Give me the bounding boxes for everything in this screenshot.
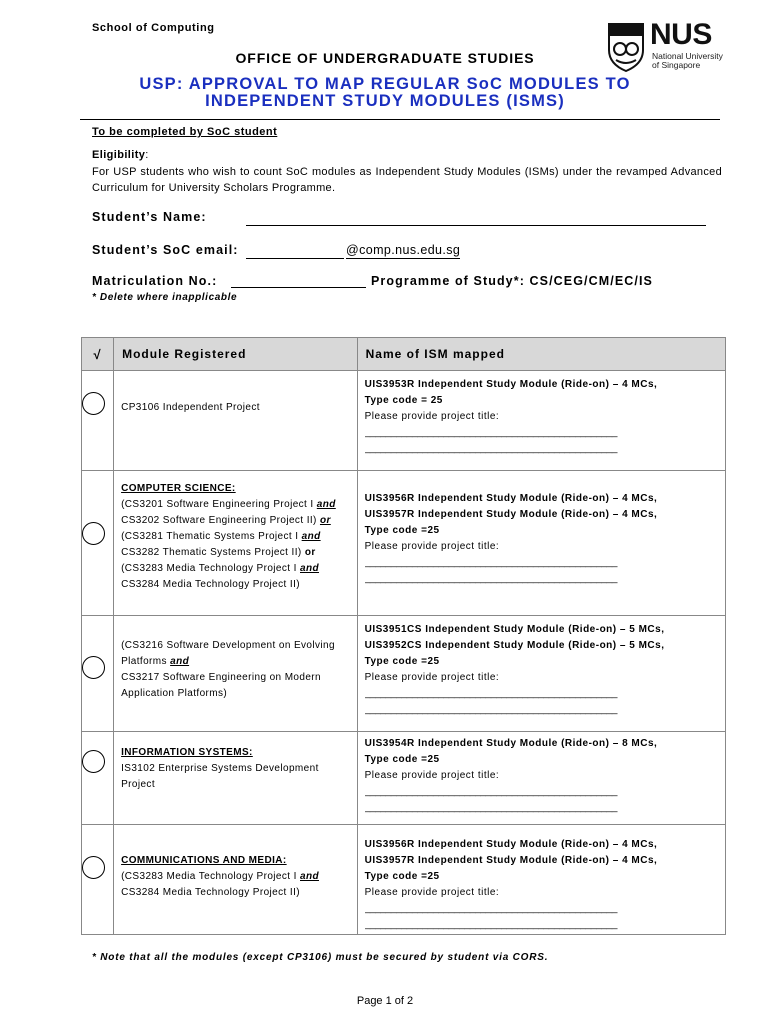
module-line: CP3106 Independent Project [121,402,260,413]
school-label: School of Computing [92,22,215,34]
select-circle[interactable] [82,522,105,545]
soc-email-label: Student’s SoC email: [92,243,239,257]
nus-logo [606,20,736,72]
eligibility-text: For USP students who wish to count SoC modules as Independent Study Modules (ISMs) under the revamped Advanced Curriculum for University Scholars Programme. [92,166,722,194]
nus-logo-sub1: National University [652,51,723,61]
table-row [82,471,726,616]
eligibility-heading: Eligibility: [92,149,149,161]
student-name-label: Student’s Name: [92,210,207,224]
page-number: Page 1 of 2 [356,995,414,1007]
join-word: and [316,499,336,510]
module-text: (CS3283 Media Technology Project I [121,871,297,882]
select-circle[interactable] [82,856,105,879]
programme-label: Programme of Study*: CS/CEG/CM/EC/IS [371,274,653,288]
select-circle[interactable] [82,392,105,415]
type-code: Type code =25 [364,656,440,667]
provide-title-label: Please provide project title: [364,672,500,683]
project-title-field[interactable]: ________________________________________________ [364,443,618,454]
office-title: OFFICE OF UNDERGRADUATE STUDIES [235,50,535,66]
join-word: and [170,656,190,667]
ism-line: UIS3954R Independent Study Module (Ride-on) – 8 MCs, [364,738,658,749]
form-title-line2: INDEPENDENT STUDY MODULES (ISMS) [205,92,565,110]
module-cell [114,825,358,935]
check-cell [82,732,114,825]
module-line: IS3102 Enterprise Systems Development [121,763,319,774]
module-text: CS3282 Thematic Systems Project II) [121,547,302,558]
join-word: and [300,871,319,882]
project-title-field[interactable]: ________________________________________________ [364,573,618,584]
col-check-header: √ [82,338,114,371]
nus-logo-sub2: of Singapore [652,60,701,70]
project-title-field[interactable]: ________________________________________________ [364,427,618,438]
project-title-field[interactable]: ________________________________________________ [364,919,618,930]
ism-cell [357,825,725,935]
module-line [121,529,357,545]
ism-cell [357,616,725,732]
ism-cell [357,371,725,471]
is-heading: INFORMATION SYSTEMS: [121,747,253,758]
project-title-field[interactable]: ________________________________________________ [364,704,618,715]
join-word: or [319,515,331,526]
ism-line: UIS3956R Independent Study Module (Ride-on) – 4 MCs, [364,839,658,850]
module-text: CS3202 Software Engineering Project II) [121,515,317,526]
module-line [121,513,357,529]
module-line [121,497,357,513]
ism-line: UIS3951CS Independent Study Module (Ride-on) – 5 MCs, [364,624,665,635]
module-text: (CS3201 Software Engineering Project I [121,499,314,510]
cs-heading: COMPUTER SCIENCE: [121,483,236,494]
nus-logo-subtitle [652,52,723,70]
module-cell [114,471,358,616]
matric-label: Matriculation No.: [92,274,218,288]
module-line: (CS3216 Software Development on Evolving [121,640,335,651]
nus-logo-text: NUS [650,18,712,51]
type-code: Type code =25 [364,525,440,536]
module-line [121,654,357,670]
check-cell [82,471,114,616]
module-cell [114,371,358,471]
student-name-field[interactable] [246,225,706,226]
module-line: Application Platforms) [121,688,228,699]
cm-heading: COMMUNICATIONS AND MEDIA: [121,855,287,866]
module-line: Project [121,779,156,790]
check-cell [82,616,114,732]
type-code: Type code =25 [364,754,440,765]
module-line: CS3284 Media Technology Project II) [121,579,300,590]
module-mapping-table [81,337,726,935]
select-circle[interactable] [82,750,105,773]
project-title-field[interactable]: ________________________________________________ [364,688,618,699]
project-title-field[interactable]: ________________________________________________ [364,903,618,914]
ism-line: UIS3956R Independent Study Module (Ride-on) – 4 MCs, [364,493,658,504]
module-cell [114,616,358,732]
ism-line: UIS3957R Independent Study Module (Ride-on) – 4 MCs, [364,509,658,520]
form-title-line1: USP: APPROVAL TO MAP REGULAR SoC MODULES TO [139,75,631,93]
col-ism-header: Name of ISM mapped [357,338,725,371]
matric-field[interactable] [231,287,366,288]
join-word: or [304,547,316,558]
to-be-completed-label: To be completed by SoC student [92,126,278,138]
ism-line: UIS3953R Independent Study Module (Ride-on) – 4 MCs, [364,379,658,390]
module-line [121,561,357,577]
ism-cell [357,471,725,616]
project-title-field[interactable]: ________________________________________________ [364,786,618,797]
provide-title-label: Please provide project title: [364,411,500,422]
table-header-row [82,338,726,371]
type-code: Type code = 25 [364,395,443,406]
type-code: Type code =25 [364,871,440,882]
module-line: CS3217 Software Engineering on Modern [121,672,321,683]
ism-line: UIS3957R Independent Study Module (Ride-on) – 4 MCs, [364,855,658,866]
join-word: and [301,531,321,542]
ism-line: UIS3952CS Independent Study Module (Ride-on) – 5 MCs, [364,640,665,651]
project-title-field[interactable]: ________________________________________________ [364,802,618,813]
check-cell [82,825,114,935]
table-row [82,616,726,732]
ism-cell [357,732,725,825]
table-row [82,825,726,935]
module-text: Platforms [121,656,167,667]
module-cell [114,732,358,825]
eligibility-label: Eligibility [92,149,146,161]
module-text: (CS3283 Media Technology Project I [121,563,297,574]
form-title [0,76,770,110]
check-cell [82,371,114,471]
provide-title-label: Please provide project title: [364,770,500,781]
module-line: CS3284 Media Technology Project II) [121,887,300,898]
soc-email-field[interactable] [246,258,344,259]
table-row [82,732,726,825]
provide-title-label: Please provide project title: [364,887,500,898]
module-line [121,869,357,885]
delete-note: * Delete where inapplicable [92,292,238,303]
cors-note: * Note that all the modules (except CP3106) must be secured by student via CORS. [92,952,549,963]
project-title-field[interactable]: ________________________________________________ [364,557,618,568]
module-line [121,545,357,561]
col-module-header: Module Registered [114,338,358,371]
module-text: (CS3281 Thematic Systems Project I [121,531,299,542]
header-divider [80,119,720,120]
nus-crest-icon [606,22,646,72]
provide-title-label: Please provide project title: [364,541,500,552]
soc-email-suffix: @comp.nus.edu.sg [346,243,461,257]
join-word: and [300,563,319,574]
table-row [82,371,726,471]
select-circle[interactable] [82,656,105,679]
